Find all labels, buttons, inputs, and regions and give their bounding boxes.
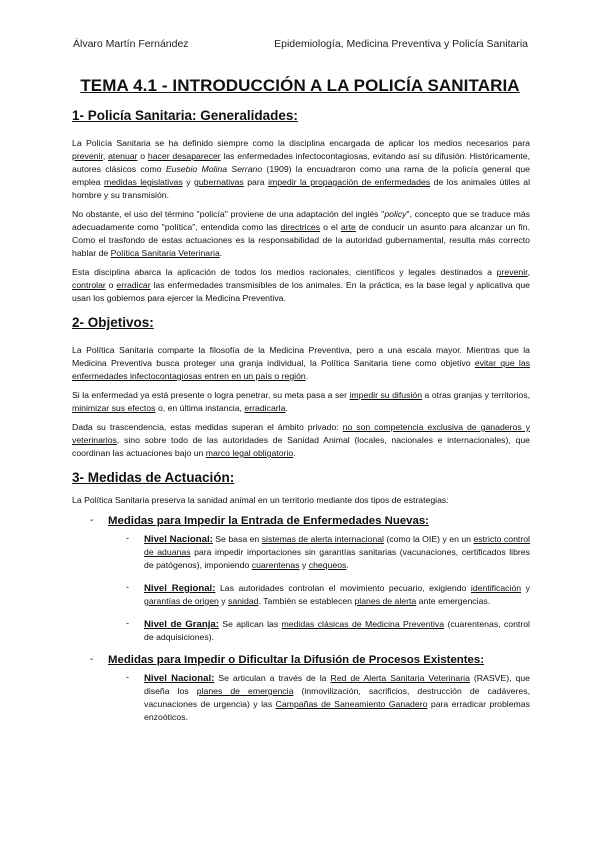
header-author: Álvaro Martín Fernández	[73, 38, 189, 50]
subsection-entry-measures	[90, 515, 530, 527]
subsection-title: Medidas para Impedir o Dificultar la Difusión de Procesos Existentes:	[108, 654, 484, 666]
document-title: TEMA 4.1 - INTRODUCCIÓN A LA POLICÍA SANITARIA	[80, 76, 520, 95]
section-1-paragraph-3: Esta disciplina abarca la aplicación de todos los medios racionales, científicos y legales destinados a prevenir, controlar o erradicar las enfermedades transmisibles de los animales. En la práctica, es la base legal y aplicativa que usan los gobiernos para ejercer la Medicina Preventiva.	[72, 267, 530, 303]
bullet-dash: -	[90, 515, 94, 526]
section-3-heading: 3- Medidas de Actuación:	[72, 470, 235, 485]
section-2-paragraph-3: Dada su trascendencia, estas medidas superan el ámbito privado: no son competencia exclusiva de ganaderos y veterinarios, sino sobre todo de las autoridades de Sanidad Animal (locales, nacionales e internacionales), que coordinan las actuaciones bajo un marco legal obligatorio.	[72, 422, 530, 458]
header-subject: Epidemiología, Medicina Preventiva y Policía Sanitaria	[274, 38, 528, 50]
bullet-dash: -	[126, 582, 129, 592]
section-2-paragraph-2: Si la enfermedad ya está presente o logra penetrar, su meta pasa a ser impedir su difusión a otras granjas y territorios, minimizar sus efectos o, en última instancia, erradicarla.	[72, 390, 530, 413]
section-3-intro: La Política Sanitaria preserva la sanidad animal en un territorio mediante dos tipos de estrategias:	[72, 495, 449, 505]
list-item-national-entry: - Nivel Nacional: Se basa en sistemas de alerta internacional (como la OIE) y en un estricto control de aduanas para impedir importaciones sin garantías sanitarias (vacunaciones, certificados libres de patógenos), imponiendo cuarentenas y chequeos.	[126, 533, 530, 570]
subsection-spread-measures	[90, 654, 530, 666]
bullet-dash: -	[90, 654, 94, 665]
bullet-dash: -	[126, 618, 129, 628]
subsection-title: Medidas para Impedir la Entrada de Enfermedades Nuevas:	[108, 515, 429, 527]
section-1-paragraph-2: No obstante, el uso del término "policía" proviene de una adaptación del inglés "policy", concepto que se traduce más adecuadamente como "política", entendida como las directrices o el arte de conducir un asunto para alcanzar un fin. Como el trasfondo de estas actuaciones es la responsabilidad de la autoridad gubernamental, resulta más correcto hablar de Política Sanitaria Veterinaria.	[72, 209, 530, 258]
list-item-farm-entry: - Nivel de Granja: Se aplican las medidas clásicas de Medicina Preventiva (cuarentenas, control de adquisiciones).	[126, 618, 530, 642]
section-2-heading: 2- Objetivos:	[72, 315, 154, 330]
section-1-paragraph-1: La Policía Sanitaria se ha definido siempre como la disciplina encargada de aplicar los medios necesarios para prevenir, atenuar o hacer desaparecer las enfermedades infectocontagiosas, evitando así su difusión. Históricamente, autores clásicos como Eusebio Molina Serrano (1909) la encuadraron como una rama de la policía general que emplea medidas legislativas y gubernativas para impedir la propagación de enfermedades de los animales útiles al hombre y su transmisión.	[72, 138, 531, 200]
document-body	[72, 108, 530, 734]
section-2-paragraph-1: La Política Sanitaria comparte la filosofía de la Medicina Preventiva, pero a una escala mayor. Mientras que la Medicina Preventiva busca proteger una granja individual, la Política Sanitaria tiene como objetivo evitar que las enfermedades infectocontagiosas entren en un país o región.	[72, 345, 531, 381]
bullet-dash: -	[126, 672, 129, 682]
list-item-regional-entry: - Nivel Regional: Las autoridades controlan el movimiento pecuario, exigiendo identificación y garantías de origen y sanidad. También se establecen planes de alerta ante emergencias.	[126, 582, 530, 606]
section-1-heading: 1- Policía Sanitaria: Generalidades:	[72, 108, 298, 123]
list-item-national-spread: - Nivel Nacional: Se articulan a través de la Red de Alerta Sanitaria Veterinaria (RASVE), que diseña los planes de emergencia (inmovilización, sacrificios, destrucción de cadáveres, vacunaciones de urgencia) y las Campañas de Saneamiento Ganadero para erradicar problemas enzoóticos.	[126, 672, 530, 722]
bullet-dash: -	[126, 533, 129, 543]
